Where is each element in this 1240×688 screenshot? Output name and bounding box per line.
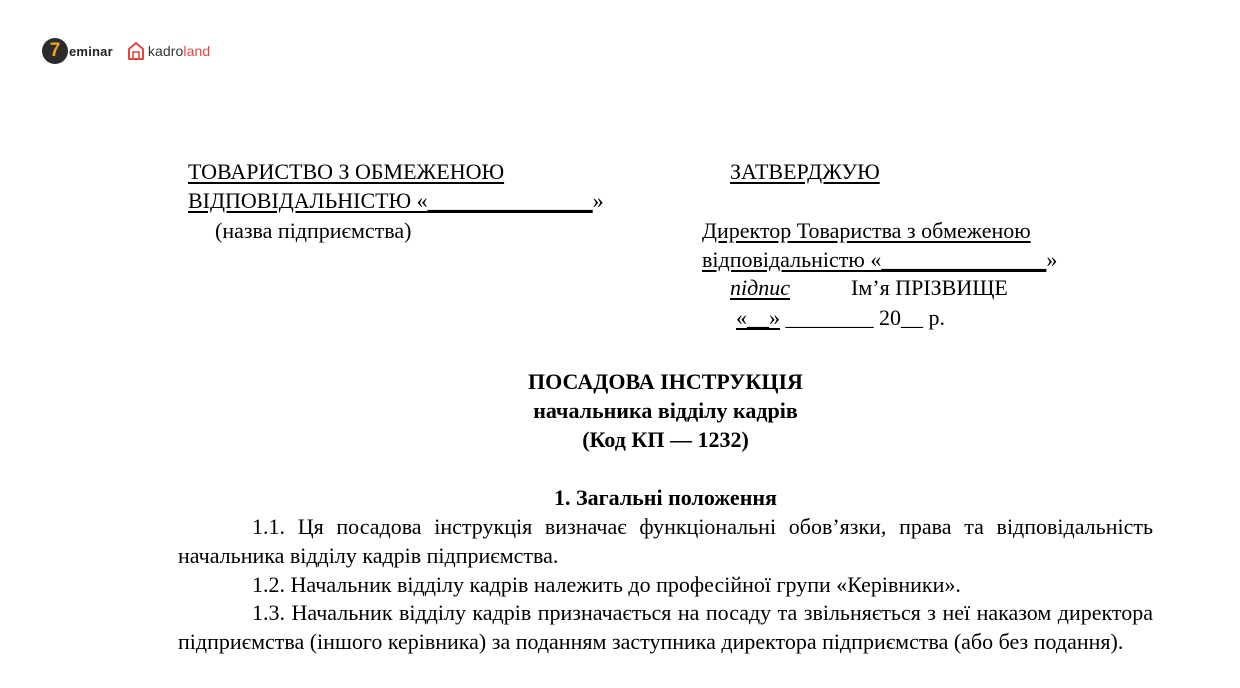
paragraph-1-1: 1.1. Ця посадова інструкція визначає функціональні обов’язки, права та відповідальність начальника відділу кадрів підприємства. [178,514,1153,568]
company-form-line2-text: ВІДПОВІДАЛЬНІСТЮ « [188,188,428,213]
company-name-caption: (назва підприємства) [215,218,412,243]
company-name-close-quote: » [592,188,604,213]
kadroland-house-icon [127,41,145,61]
director-name-label: Ім’я ПРІЗВИЩЕ [851,275,1008,300]
kadroland-text-part1: kadro [147,43,184,59]
director-line1: Директор Товариства з обмеженою [702,218,1031,243]
director-company-blank: _______________ [881,247,1047,272]
approval-date [736,305,945,331]
kadroland-text-part2: land [183,43,211,59]
director-line2-text: відповідальністю « [702,247,882,272]
document-title: ПОСАДОВА ІНСТРУКЦІЯ [528,369,803,394]
paragraph-1-3: 1.3. Начальник відділу кадрів призначається на посаду та звільняється з неї наказом директора підприємства (іншого керівника) за поданням заступника директора підприємства (або без подання). [178,600,1153,654]
kadroland-logo [127,41,210,61]
company-form-line1: ТОВАРИСТВО З ОБМЕЖЕНОЮ [188,159,505,184]
seminar-logo-text: eminar [69,43,113,59]
director-close-quote: » [1046,247,1058,272]
seminar-digit-badge: 7 [42,38,68,64]
director-line2 [702,247,1057,273]
company-form-line2 [188,188,604,214]
document-code: (Код КП — 1232) [582,427,749,452]
signature-label: підпис [730,275,791,300]
kadroland-logo-text [148,43,210,59]
approval-date-day: «__» [736,305,780,330]
header-logos [42,38,210,64]
paragraph-1-2: 1.2. Начальник відділу кадрів належить до професійної групи «Керівники». [252,572,961,597]
seminar-logo [42,38,113,64]
document-subtitle: начальника відділу кадрів [533,398,798,423]
company-name-blank: _______________ [427,188,593,213]
section-heading: 1. Загальні положення [554,485,777,510]
approval-date-rest: ________ 20__ р. [780,305,945,330]
approve-heading: ЗАТВЕРДЖУЮ [730,159,880,184]
